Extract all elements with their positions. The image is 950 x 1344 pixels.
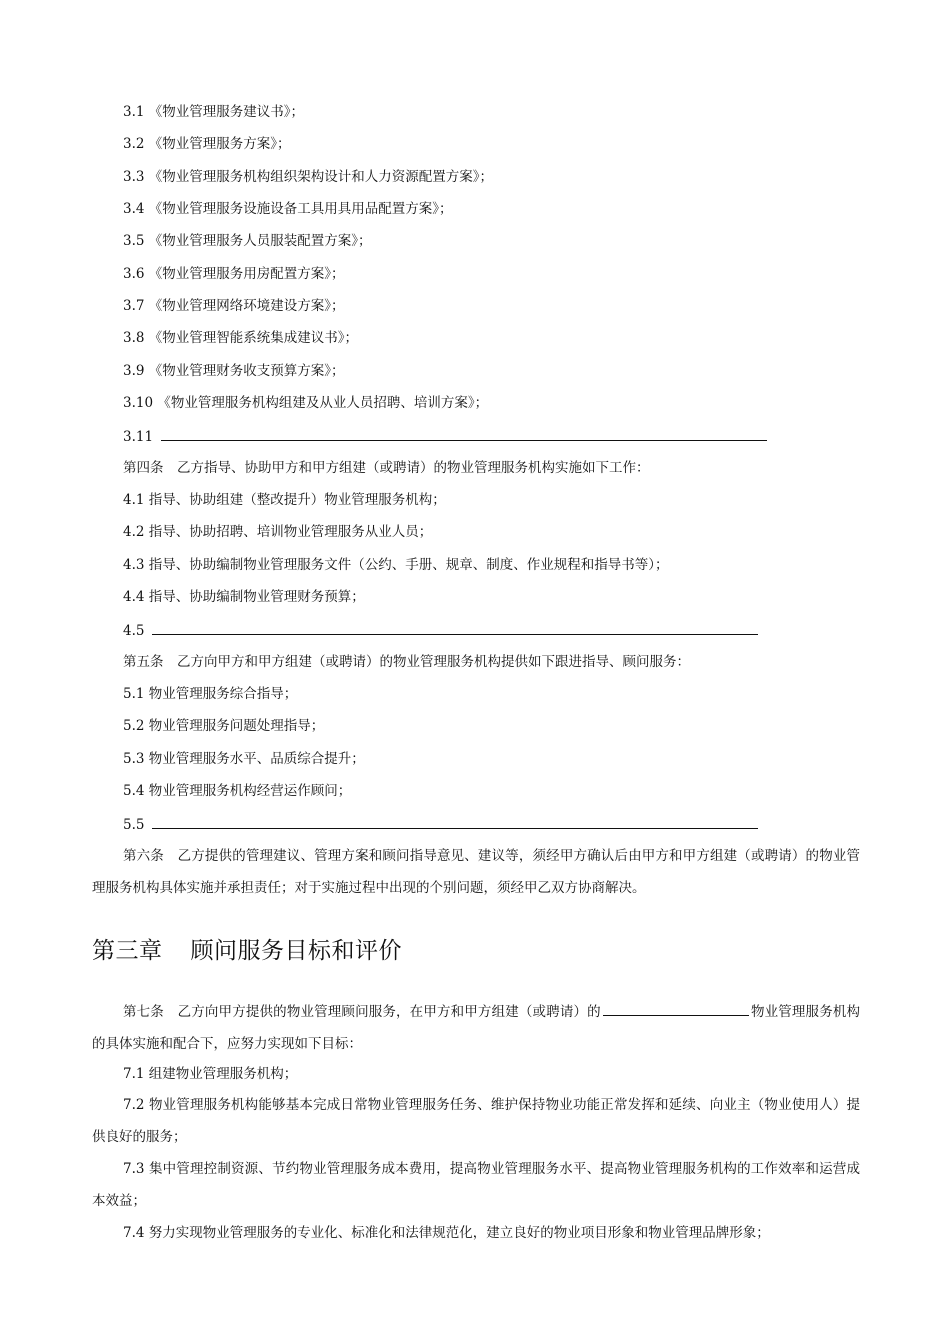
fill-in-blank[interactable] — [152, 814, 758, 829]
list-item: 3.2 《物业管理服务方案》； — [123, 136, 291, 152]
blank-item — [123, 426, 767, 446]
blank-item — [123, 620, 758, 640]
list-item: 3.7 《物业管理网络环境建设方案》； — [123, 298, 345, 314]
list-item: 4.1 指导、协助组建（整改提升）物业管理服务机构； — [123, 492, 446, 508]
list-item: 3.9 《物业管理财务收支预算方案》； — [123, 363, 345, 379]
list-item: 7.4 努力实现物业管理服务的专业化、标准化和法律规范化，建立良好的物业项目形象和物业管理品牌形象； — [123, 1225, 770, 1241]
list-item: 4.3 指导、协助编制物业管理服务文件（公约、手册、规章、制度、作业规程和指导书等）； — [123, 557, 669, 573]
item-number: 3.11 — [123, 429, 154, 445]
article-5: 第五条 乙方向甲方和甲方组建（或聘请）的物业管理服务机构提供如下跟进指导、顾问服务： — [123, 654, 690, 670]
list-item: 3.5 《物业管理服务人员服装配置方案》； — [123, 233, 372, 249]
article-6: 第六条 乙方提供的管理建议、管理方案和顾问指导意见、建议等，须经甲方确认后由甲方和甲方组建（或聘请）的物业管理服务机构具体实施并承担责任；对于实施过程中出现的个别问题，须经甲乙双方协商解决。 — [92, 848, 860, 896]
list-item: 3.6 《物业管理服务用房配置方案》； — [123, 266, 345, 282]
fill-in-blank[interactable] — [603, 1001, 749, 1016]
article-7-text-after: 物业管理服务机构的具体实施和配合下，应努力实现如下目标： — [92, 1004, 861, 1052]
list-item: 5.4 物业管理服务机构经营运作顾问； — [123, 783, 352, 799]
list-item: 3.8 《物业管理智能系统集成建议书》； — [123, 330, 359, 346]
item-number: 5.5 — [123, 817, 145, 833]
article-7 — [92, 996, 860, 1060]
list-item: 4.2 指导、协助招聘、培训物业管理服务从业人员； — [123, 524, 433, 540]
fill-in-blank[interactable] — [152, 620, 758, 635]
list-item: 3.3 《物业管理服务机构组织架构设计和人力资源配置方案》； — [123, 169, 494, 185]
chapter-title: 顾问服务目标和评价 — [190, 938, 402, 964]
item-number: 4.5 — [123, 623, 145, 639]
list-item: 7.3 集中管理控制资源、节约物业管理服务成本费用，提高物业管理服务水平、提高物业管理服务机构的工作效率和运营成本效益； — [92, 1161, 860, 1209]
list-item: 3.4 《物业管理服务设施设备工具用具用品配置方案》； — [123, 201, 453, 217]
list-item: 5.1 物业管理服务综合指导； — [123, 686, 298, 702]
article-7-text-before: 第七条 乙方向甲方提供的物业管理顾问服务，在甲方和甲方组建（或聘请）的 — [123, 1004, 601, 1020]
list-item: 7.1 组建物业管理服务机构； — [123, 1066, 298, 1082]
list-item: 5.3 物业管理服务水平、品质综合提升； — [123, 751, 365, 767]
list-item: 3.1 《物业管理服务建议书》； — [123, 104, 305, 120]
fill-in-blank[interactable] — [161, 426, 767, 441]
list-item: 7.2 物业管理服务机构能够基本完成日常物业管理服务任务、维护保持物业功能正常发挥和延续、向业主（物业使用人）提供良好的服务； — [92, 1097, 860, 1145]
chapter-number: 第三章 — [92, 938, 163, 964]
list-item: 3.10 《物业管理服务机构组建及从业人员招聘、培训方案》； — [123, 395, 489, 411]
list-item: 5.2 物业管理服务问题处理指导； — [123, 718, 325, 734]
blank-item — [123, 814, 758, 834]
chapter-heading — [92, 936, 402, 966]
article-4: 第四条 乙方指导、协助甲方和甲方组建（或聘请）的物业管理服务机构实施如下工作： — [123, 460, 650, 476]
list-item: 4.4 指导、协助编制物业管理财务预算； — [123, 589, 365, 605]
